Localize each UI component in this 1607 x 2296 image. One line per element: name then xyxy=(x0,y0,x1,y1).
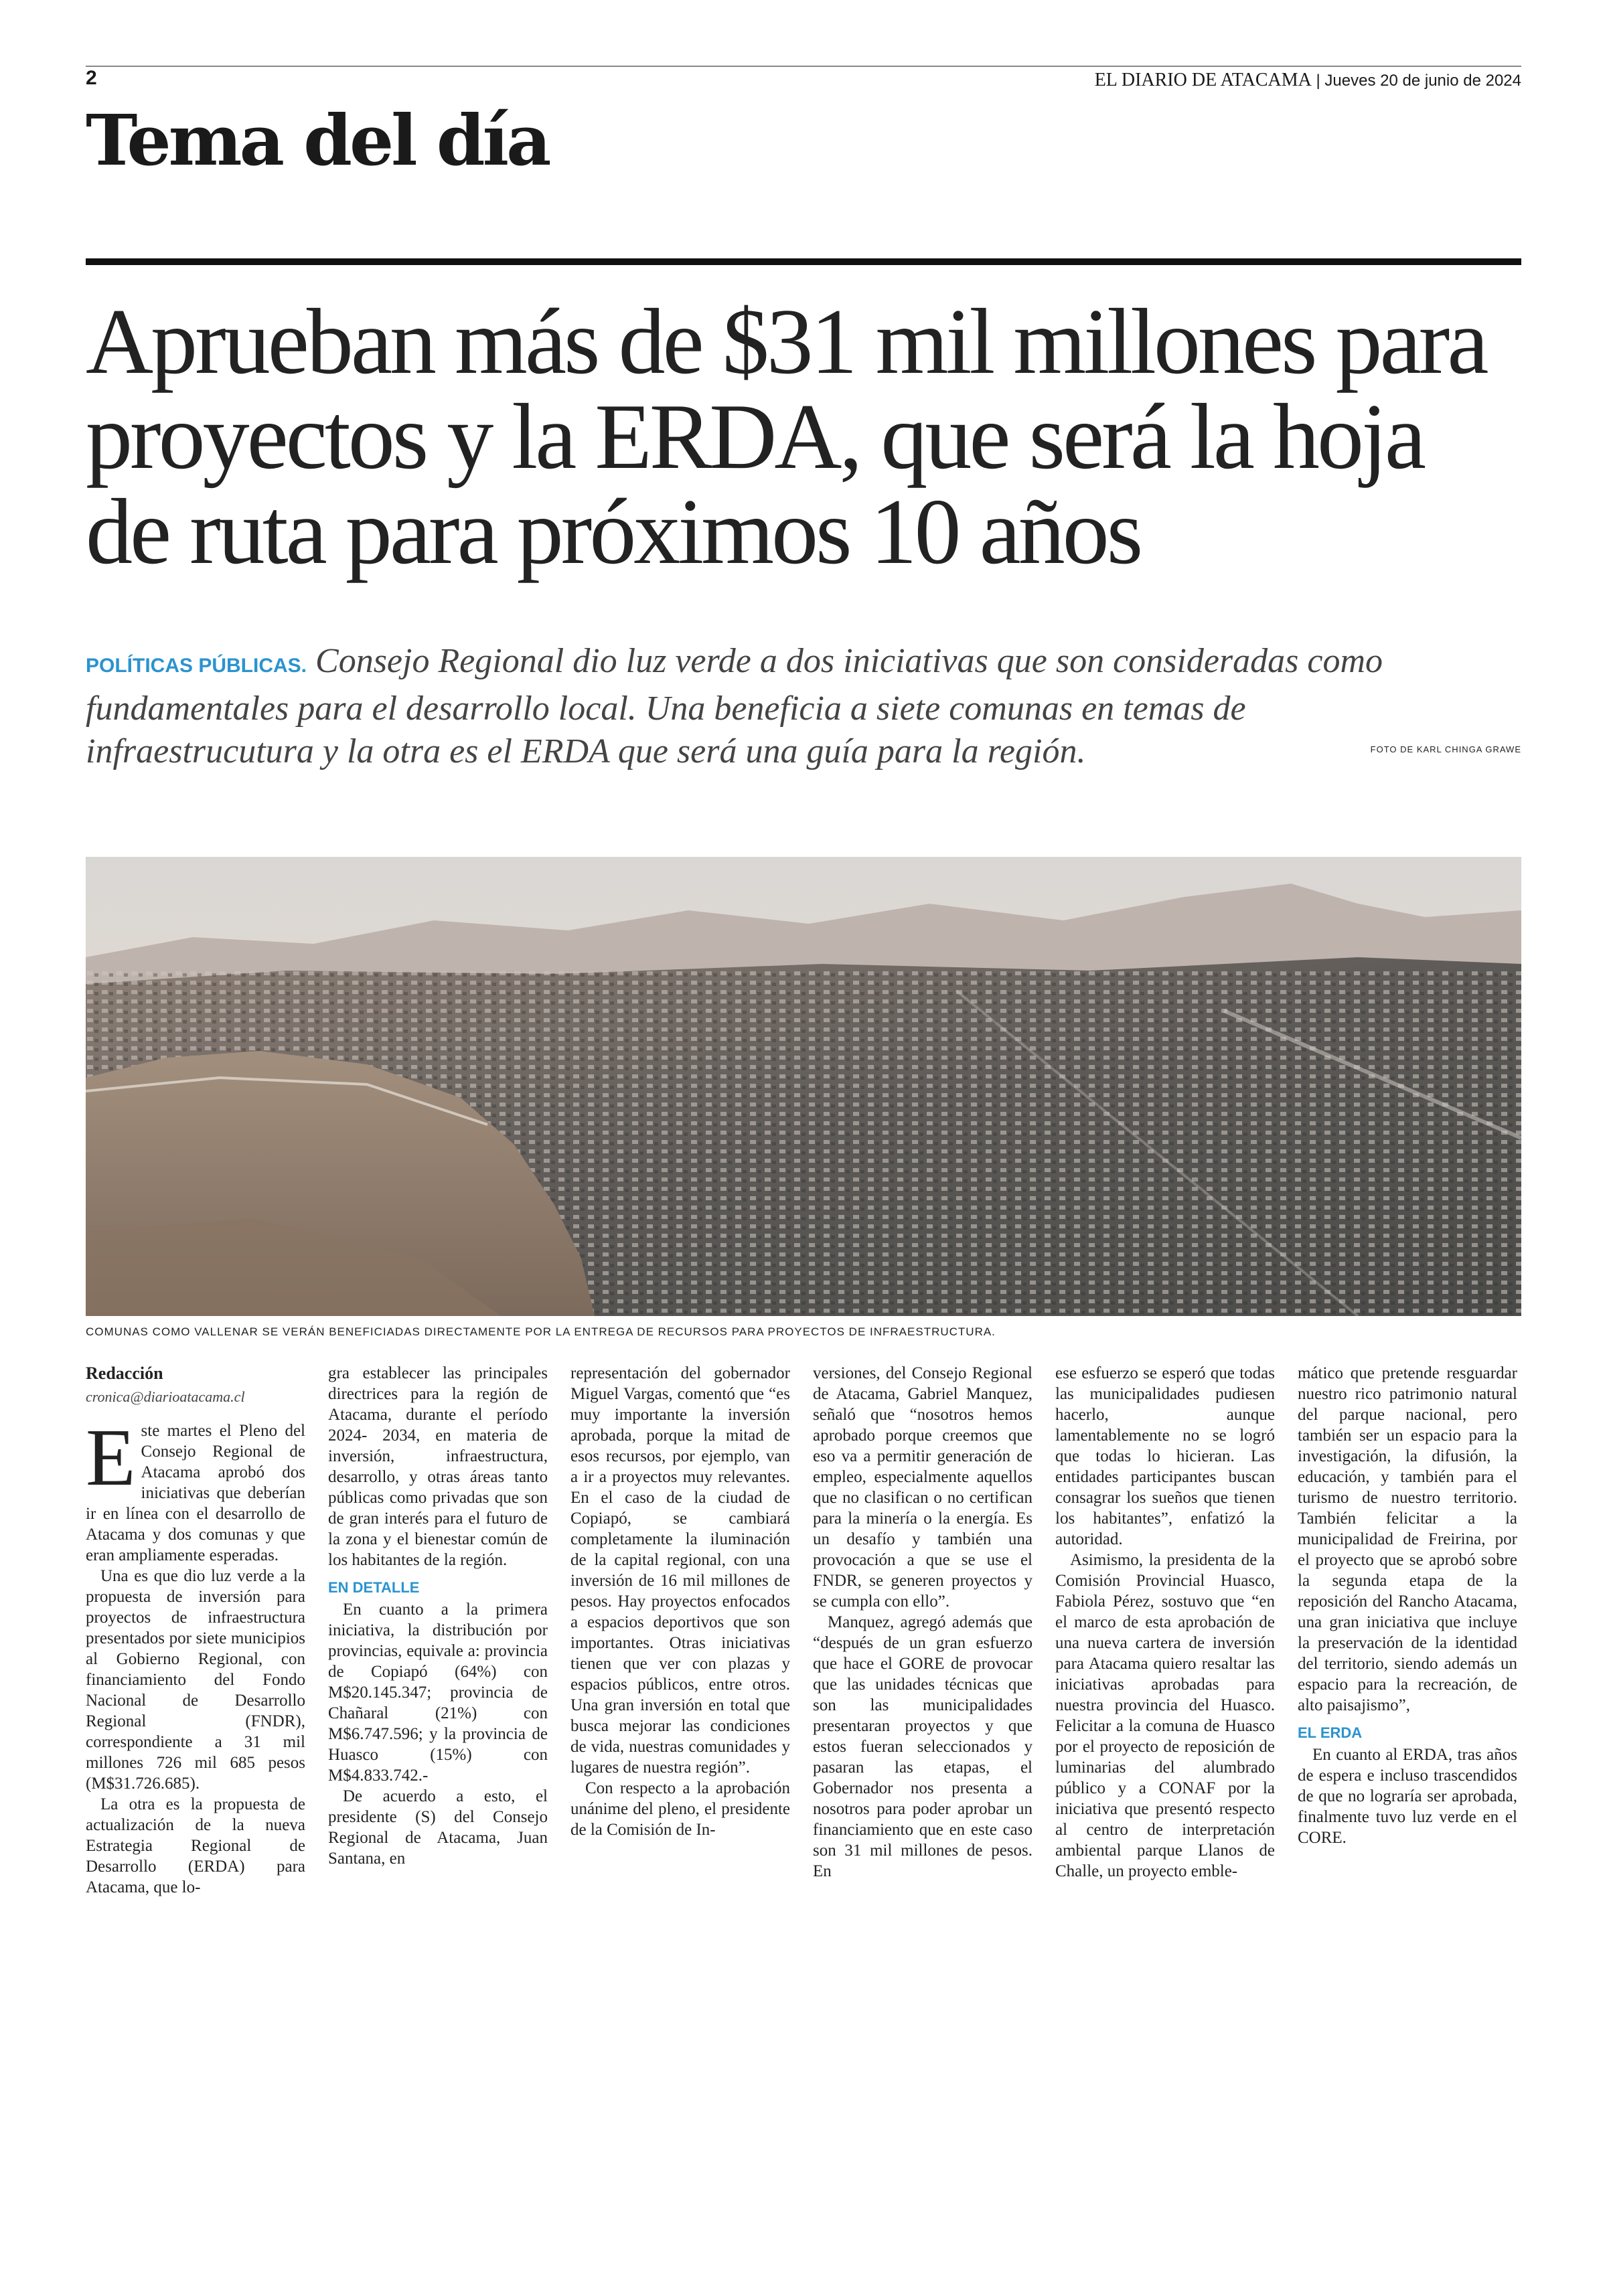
photo-caption: COMUNAS COMO VALLENAR SE VERÁN BENEFICIADAS DIRECTAMENTE POR LA ENTREGA DE RECURSOS PARA PROYECTOS DE INFRAESTRUCTURA. xyxy=(86,1325,996,1338)
paragraph: mático que pretende resguardar nuestro rico patrimonio natural del parque nacional, pero también ser un espacio para la investigación, la difusión, la educación, y también para el turismo de nuestro territorio. También felicitar a la municipalidad de Freirina, por el proyecto que se aprobó sobre la segunda etapa de la reposición del Rancho Atacama, una gran iniciativa que incluye la preservación de la identidad del territorio, siendo además un espacio para la recreación, de alto paisajismo”, xyxy=(1298,1364,1517,1714)
paragraph: ese esfuerzo se esperó que todas las municipalidades pudiesen hacerlo, aunque lamentablemente no se logró que todas lo hicieran. Las entidades participantes buscan consagrar los sueños que tienen los habitantes”, enfatizó la autoridad. xyxy=(1055,1364,1275,1548)
page-number: 2 xyxy=(86,67,97,89)
article-column-1 xyxy=(86,1363,305,1898)
drop-cap: E xyxy=(86,1412,136,1503)
subhead: EL ERDA xyxy=(1298,1724,1363,1741)
byline: Redacción xyxy=(86,1364,163,1383)
article-column-3 xyxy=(570,1363,790,1840)
section-rule xyxy=(86,258,1521,265)
paragraph: De acuerdo a esto, el presidente (S) del Consejo Regional de Atacama, Juan Santana, en xyxy=(328,1787,548,1868)
section-title: Tema del día xyxy=(86,99,549,181)
paragraph: En cuanto al ERDA, tras años de espera e incluso trascendidos de que no lograría ser aprobada, finalmente tuvo luz verde en el CORE. xyxy=(1298,1746,1517,1847)
paragraph: La otra es la propuesta de actualización de la nueva Estrategia Regional de Desarrollo (ERDA) para Atacama, que lo- xyxy=(86,1795,305,1896)
photo-credit: FOTO DE KARL CHINGA GRAWE xyxy=(1370,744,1521,754)
article-headline: Aprueban más de $31 mil millones para proyectos y la ERDA, que será la hoja de ruta para próximos 10 años xyxy=(86,290,1486,584)
header-rule xyxy=(86,66,1521,67)
article-column-4 xyxy=(813,1363,1032,1882)
article-column-6 xyxy=(1298,1363,1517,1848)
masthead-separator: | xyxy=(1316,72,1320,90)
article-kicker: POLÍTICAS PÚBLICAS. xyxy=(86,655,307,677)
author-email: cronica@diarioatacama.cl xyxy=(86,1388,245,1405)
paragraph: Una es que dio luz verde a la propuesta de inversión para proyectos de infraestructura presentados por siete municipios al Gobierno Regional, con financiamiento del Fondo Nacional de Desarrollo Regional (FNDR), correspondiente a 31 mil millones 726 mil 685 pesos (M$31.726.685). xyxy=(86,1567,305,1793)
issue-date: Jueves 20 de junio de 2024 xyxy=(1324,72,1521,90)
paragraph: Asimismo, la presidenta de la Comisión Provincial Huasco, Fabiola Pérez, sostuvo que “en el marco de esta aprobación de una nueva cartera de inversión para Atacama quiero resaltar las iniciativas aprobadas para nuestra provincia del Huasco. Felicitar a la comuna de Huasco por el proyecto de reposición de luminarias del alumbrado público y a CONAF por la iniciativa que presentó respecto al centro de interpretación ambiental parque Llanos de Challe, un proyecto emble- xyxy=(1055,1551,1275,1880)
paragraph: Este martes el Pleno del Consejo Regional de Atacama aprobó dos iniciativas que deberían ir en línea con el desarrollo de Atacama y dos comunas y que eran ampliamente esperadas. xyxy=(86,1412,305,1564)
article-lede xyxy=(86,640,1458,773)
paragraph: representación del gobernador Miguel Vargas, comentó que “es muy importante la inversión aprobada, porque la mitad de esos recursos, por ejemplo, van a ir a proyectos muy relevantes. En el caso de la ciudad de Copiapó, se cambiará completamente la iluminación de la capital regional, con una inversión de 16 mil millones de pesos. Hay proyectos enfocados a espacios deportivos que son importantes. Otras iniciativas tienen que ver con plazas y espacios públicos, entre otros. Una gran inversión en total que busca mejorar las condiciones de vida, nuestras comunidades y lugares de nuestra región”. xyxy=(570,1364,790,1777)
paragraph: gra establecer las principales directrices para la región de Atacama, durante el período 2024- 2034, en materia de inversión, infraestructura, desarrollo, y otras áreas tanto públicas como privadas que son de gran interés para el futuro de la zona y el bienestar común de los habitantes de la región. xyxy=(328,1364,548,1569)
paragraph: Manquez, agregó además que “después de un gran esfuerzo que hace el GORE de provocar que las unidades técnicas que son las municipalidades presentaran proyectos y que estos fueran seleccionados y pasaran las etapas, el Gobernador nos presenta a nosotros para poder aprobar un financiamiento que en este caso son 31 mil millones de pesos. En xyxy=(813,1613,1032,1880)
lede-text: Consejo Regional dio luz verde a dos iniciativas que son consideradas como fundamentales para el desarrollo local. Una beneficia a siete comunas en temas de infraestrucutura y la otra es el ERDA que será una guía para la región. xyxy=(86,642,1383,770)
paragraph: versiones, del Consejo Regional de Atacama, Gabriel Manquez, señaló que “nosotros hemos aprobado porque creemos que eso va a permitir generación de empleo, especialmente aquellos que no clasifican o no certifican para la minería o la energía. Es un desafío y también una provocación a que se use el FNDR, se generen proyectos y se cumpla con ello”. xyxy=(813,1364,1032,1611)
paragraph: En cuanto a la primera iniciativa, la distribución por provincias, equivale a: provincia de Copiapó (64%) con M$20.145.347; provincia de Chañaral (21%) con M$6.747.596; y la provincia de Huasco (15%) con M$4.833.742.- xyxy=(328,1601,548,1785)
article-column-5 xyxy=(1055,1363,1275,1882)
article-photo xyxy=(86,857,1521,1316)
subhead: EN DETALLE xyxy=(328,1579,420,1596)
masthead xyxy=(1095,70,1521,91)
article-column-2 xyxy=(328,1363,548,1869)
paragraph: Con respecto a la aprobación unánime del pleno, el presidente de la Comisión de In- xyxy=(570,1779,790,1839)
publication-name: EL DIARIO DE ATACAMA xyxy=(1094,70,1312,90)
